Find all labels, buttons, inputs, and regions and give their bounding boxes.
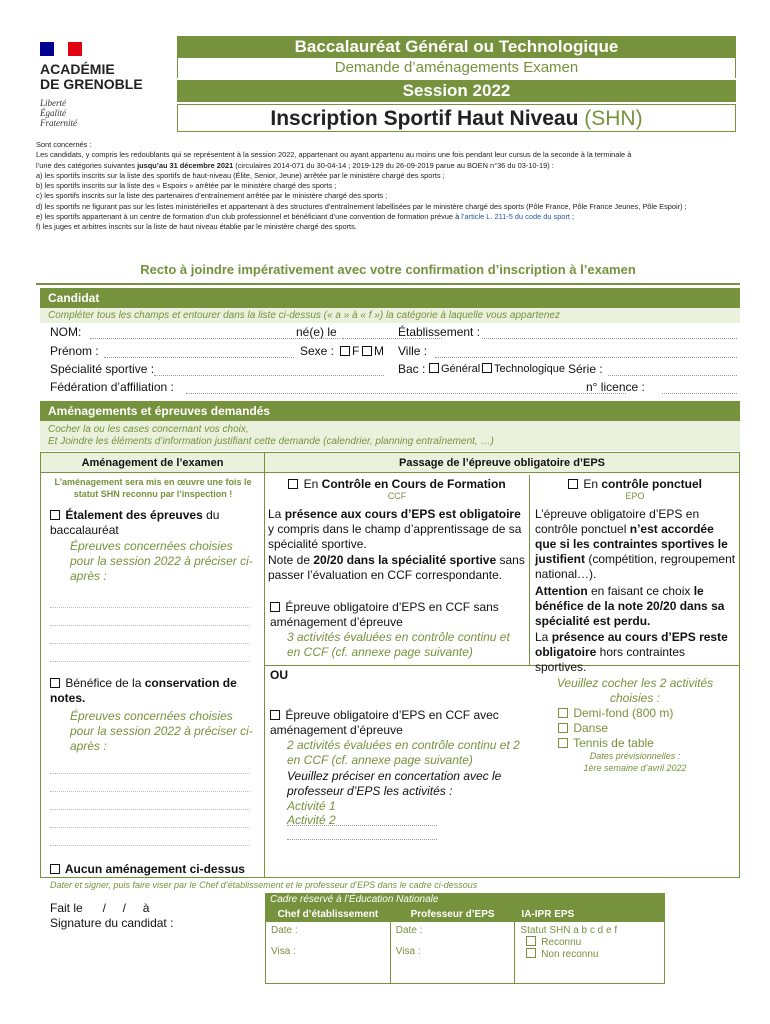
amenagements-title: Aménagements et épreuves demandés — [40, 401, 740, 421]
chef-cell[interactable]: Date : Visa : — [266, 922, 391, 984]
epo-p2: Attention en faisant ce choix le bénéfice de la note 20/20 dans sa spécialité est perdu. — [535, 584, 725, 628]
col-divider-2 — [529, 475, 530, 665]
sexe-m-checkbox[interactable]: M — [362, 344, 384, 358]
candidat-hint: Compléter tous les champs et entourer dans la liste ci-dessus (« a » à « f ») la catégorie à laquelle vous appartenez — [40, 308, 740, 323]
federation-field[interactable] — [186, 380, 626, 394]
header-session: Session 2022 — [177, 80, 736, 102]
col1-note: L’aménagement sera mis en œuvre une fois le statut SHN reconnu par l’inspection ! — [54, 477, 252, 499]
ccf-title[interactable]: En Contrôle en Cours de Formation — [268, 477, 526, 492]
ccf-presence: La présence aux cours d’EPS est obligatoire y compris dans le champ d’apprentissage de sa spécialité sportive. — [268, 507, 522, 551]
ccf-option1-note: 3 activités évaluées en contrôle continu et en CCF (cf. annexe page suivante) — [287, 630, 510, 659]
row-nom: NOM: né(e) le Établissement : — [50, 325, 740, 342]
activite1-field[interactable]: Activité 1 — [287, 799, 487, 830]
epo-p1: L’épreuve obligatoire d’EPS en contrôle ponctuel n’est accordée que si les contraintes sportives le justifient (compétition, regroupement national…). — [535, 507, 736, 581]
header-inscription: Inscription Sportif Haut Niveau (SHN) — [177, 104, 736, 132]
epo-title[interactable]: En contrôle ponctuel — [533, 477, 737, 492]
academy-logo — [40, 42, 170, 128]
ccf-label: CCF — [387, 491, 407, 501]
benefice-option[interactable]: Bénéfice de la conservation de notes. — [50, 676, 237, 705]
ou-label: OU — [270, 668, 288, 682]
iapr-header: IA-IPR EPS — [515, 908, 665, 922]
reconnu-checkbox[interactable]: Reconnu — [526, 936, 659, 948]
benefice-lines[interactable] — [50, 756, 250, 846]
ville-field[interactable] — [435, 344, 737, 358]
ccf-option2-prec: Veuillez préciser en concertation avec le professeur d’EPS les activités : — [287, 769, 502, 798]
dates-val: 1ère semaine d’avril 2022 — [583, 763, 687, 773]
dates-prev: Dates prévisionnelles : — [589, 751, 681, 761]
prenom-field[interactable] — [104, 344, 294, 358]
non-reconnu-checkbox[interactable]: Non reconnu — [526, 948, 659, 960]
sexe-f-checkbox[interactable]: F — [340, 344, 359, 358]
etalement-epreuves-note: Épreuves concernées choisies pour la session 2022 à préciser ci-après : — [70, 539, 253, 583]
row-specialite: Spécialité sportive : Bac : Général Technologique Série : — [50, 362, 740, 379]
bac-general-checkbox[interactable]: Général — [429, 363, 480, 375]
etalement-lines[interactable] — [50, 590, 250, 662]
tennis-checkbox[interactable]: Tennis de table — [558, 736, 654, 751]
signature-label: Signature du candidat : — [50, 916, 174, 930]
epo-p3: La présence au cours d’EPS reste obligatoire hors contraintes sportives. — [535, 630, 728, 674]
col2-header: Passage de l’épreuve obligatoire d’EPS — [265, 453, 739, 473]
licence-field[interactable] — [662, 380, 737, 394]
aucun-option[interactable]: Aucun aménagement ci-dessus — [50, 862, 262, 877]
header-subtitle: Demande d’aménagements Examen — [177, 58, 736, 78]
intro-text: Sont concernés : Les candidats, y compris les redoublants qui se représentent à la session 2022, appartenant ou ayant appartenu au moins une fois pendant leur cursus de la seconde à la terminale à l’une des catégories suivantes jusqu’au 31 décembre 2021 (circulaires 2014-071 du 30-04-14 ; 2019-129 du 26-09-2019 parue au BOEN n°36 du 03-10-19) : a) les sportifs inscrits sur la liste des sportifs de haut-niveau (Élite, Senior, Jeune) arrêtée par le ministère chargé des sports ; b) les sportifs inscrits sur la liste des « Espoirs » arrêtée par le ministère chargé des sports ; c) les sportifs inscrits sur la liste des partenaires d’entraînement arrêtée par le ministère chargé des sports ; d) les sportifs ne figurant pas sur les listes ministérielles et appartenant à des structures d’entraînement labellisées par le ministère chargé des sports (Pôle France, Pôle France Jeunes, Pôle Espoir) ; e) les sportifs appartenant à un centre de formation d’un club professionnel et bénéficiant d’une convention de formation prévue à l’article L. 211-5 du code du sport ; f) les juges et arbitres inscrits sur la liste de haut niveau établie par le ministère chargé des sports. — [36, 140, 687, 232]
col1-header: Aménagement de l’examen — [41, 453, 264, 473]
iapr-cell[interactable]: Statut SHN a b c d e f Reconnu Non reconnu — [515, 922, 665, 984]
ccf-option1[interactable]: Épreuve obligatoire d’EPS en CCF sans aménagement d’épreuve — [270, 600, 499, 629]
code-sport-link[interactable]: l’article L. 211-5 du code du sport — [461, 212, 570, 222]
etalement-option[interactable]: Étalement des épreuves du baccalauréat — [50, 508, 220, 537]
recto-notice: Recto à joindre impérativement avec votre confirmation d’inscription à l’examen — [36, 262, 740, 285]
logo-line1: ACADÉMIE — [40, 61, 115, 77]
epo-label: EPO — [625, 491, 645, 501]
prof-cell[interactable]: Date : Visa : — [390, 922, 515, 984]
row-prenom: Prénom : Sexe : F M Ville : — [50, 344, 740, 361]
benefice-epreuves-note: Épreuves concernées choisies pour la session 2022 à préciser ci-après : — [70, 709, 253, 753]
fait-le-field[interactable]: Fait le / / à — [50, 901, 150, 915]
chef-header: Chef d’établissement — [266, 908, 391, 922]
ccf-option2[interactable]: Épreuve obligatoire d’EPS en CCF avec aménagement d’épreuve — [270, 708, 499, 737]
visa-table — [265, 907, 665, 984]
specialite-field[interactable] — [154, 362, 384, 376]
epo-cocher: Veuillez cocher les 2 activités choisies : — [556, 676, 714, 705]
logo-line2: DE GRENOBLE — [40, 76, 143, 92]
ccf-option2-note: 2 activités évaluées en contrôle continu et 2 en CCF (cf. annexe page suivante) — [287, 738, 520, 767]
devise: Liberté Égalité Fraternité — [40, 98, 77, 128]
etablissement-field[interactable] — [482, 325, 737, 339]
bac-techno-checkbox[interactable]: Technologique — [482, 363, 565, 375]
cadre-reserve: Cadre réservé à l’Éducation Nationale — [265, 893, 665, 907]
row-federation: Fédération d’affiliation : n° licence : — [50, 380, 740, 397]
header-title: Baccalauréat Général ou Technologique — [177, 36, 736, 58]
ccf-note: Note de 20/20 dans la spécialité sportive sans passer l’évaluation en CCF correspondante. — [268, 553, 525, 582]
marianne-flag-icon — [40, 42, 82, 56]
amenagements-hint: Cocher la ou les cases concernant vos choix, Et Joindre les éléments d’information justifiant cette demande (calendrier, planning entraînement, …) — [40, 421, 740, 451]
footer-hint: Dater et signer, puis faire viser par le Chef d’établissement et le professeur d’EPS dans le cadre ci-dessous — [50, 880, 478, 890]
prof-header: Professeur d’EPS — [390, 908, 515, 922]
candidat-title: Candidat — [40, 288, 740, 308]
serie-field[interactable] — [608, 362, 737, 376]
demi-fond-checkbox[interactable]: Demi-fond (800 m) — [558, 706, 673, 721]
activite2-field[interactable]: Activité 2 — [287, 813, 487, 844]
danse-checkbox[interactable]: Danse — [558, 721, 608, 736]
